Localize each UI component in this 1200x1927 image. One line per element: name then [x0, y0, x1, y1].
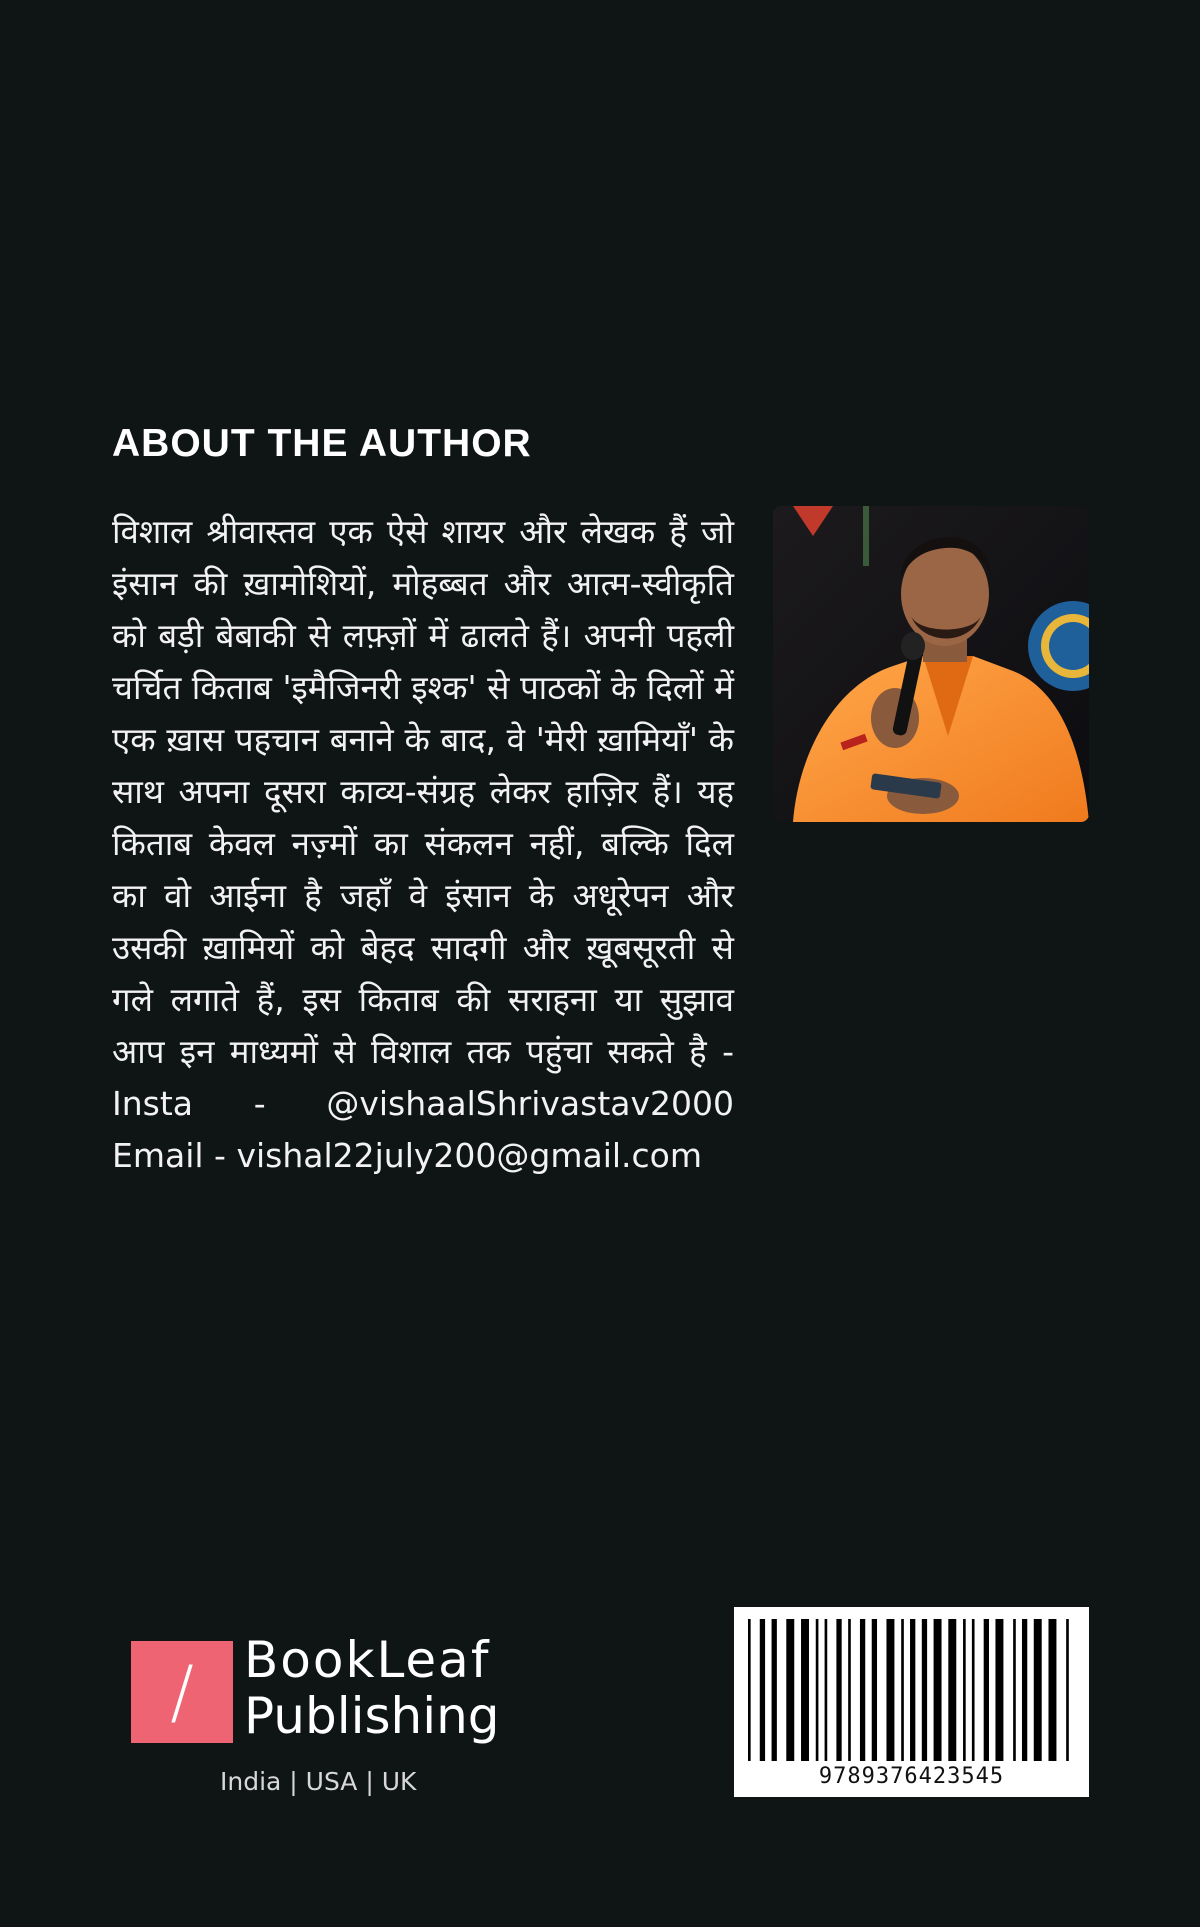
barcode-bar: [825, 1619, 828, 1761]
barcode-bar: [886, 1619, 894, 1761]
slash-icon: /: [170, 1651, 194, 1733]
barcode-bar: [934, 1619, 942, 1761]
barcode-bar: [984, 1619, 989, 1761]
barcode-bar: [995, 1619, 1003, 1761]
barcode-bar: [922, 1619, 927, 1761]
barcode-bar: [786, 1619, 794, 1761]
barcode-bar: [972, 1619, 975, 1761]
publisher-logo: [131, 1631, 511, 1797]
barcode-bar: [910, 1619, 915, 1761]
barcode-bar: [816, 1619, 819, 1761]
publisher-mark: [131, 1641, 233, 1743]
about-author-heading: ABOUT THE AUTHOR: [112, 422, 532, 465]
barcode-bar: [963, 1619, 966, 1761]
barcode-bar: [1013, 1619, 1016, 1761]
barcode-bar: [948, 1619, 956, 1761]
barcode-bar: [860, 1619, 865, 1761]
author-photo: [773, 506, 1089, 822]
publisher-name-line1: BookLeaf: [244, 1631, 491, 1689]
barcode-bar: [772, 1619, 777, 1761]
barcode-bar: [1022, 1619, 1027, 1761]
barcode-bar: [748, 1619, 751, 1761]
barcode-bar: [872, 1619, 877, 1761]
barcode-bar: [801, 1619, 809, 1761]
publisher-name-line2: Publishing: [244, 1687, 500, 1745]
publisher-regions: India | USA | UK: [220, 1767, 417, 1796]
barcode-bars: [748, 1619, 1075, 1761]
author-bio: विशाल श्रीवास्तव एक ऐसे शायर और लेखक हैं जो इंसान की ख़ामोशियों, मोहब्बत और आत्म-स्वीकृति को बड़ी बेबाकी से लफ़्ज़ों में ढालते हैं। अपनी पहली चर्चित किताब 'इमैजिनरी इश्क' से पाठकों के दिलों में एक ख़ास पहचान बनाने के बाद, वे 'मेरी ख़ामियाँ' के साथ अपना दूसरा काव्य-संग्रह लेकर हाज़िर हैं। यह किताब केवल नज़्मों का संकलन नहीं, बल्कि दिल का वो आईना है जहाँ वे इंसान के अधूरेपन और उसकी ख़ामियों को बेहद सादगी और ख़ूबसूरती से गले लगाते हैं, इस किताब की सराहना या सुझाव आप इन माध्यमों से विशाल तक पहुंचा सकते है - Insta - @vishaalShrivastav2000 Email - vishal22july200@gmail.com: [112, 512, 734, 1175]
barcode-bar: [760, 1619, 765, 1761]
isbn-number: 9789376423545: [818, 1764, 1005, 1789]
barcode-bar: [1034, 1619, 1042, 1761]
barcode-bar: [1066, 1619, 1069, 1761]
barcode-bar: [1048, 1619, 1056, 1761]
barcode-bar: [901, 1619, 904, 1761]
isbn-barcode: [734, 1607, 1089, 1797]
barcode-bar: [848, 1619, 851, 1761]
barcode-bar: [836, 1619, 841, 1761]
